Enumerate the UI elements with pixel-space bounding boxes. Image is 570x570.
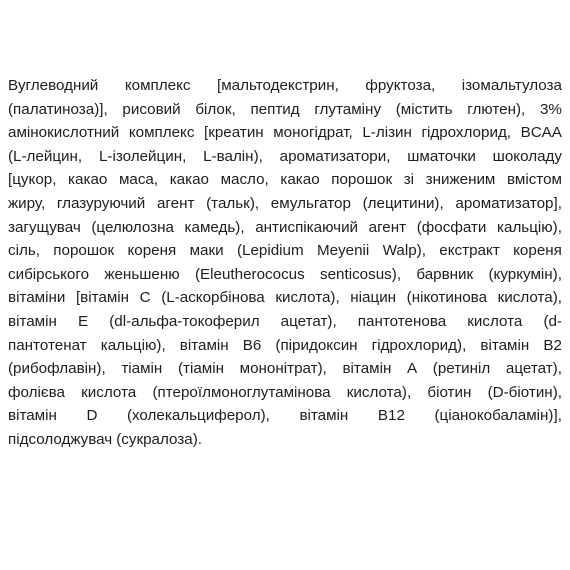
word: (Eleutherococus bbox=[194, 265, 305, 283]
word: пантотенова bbox=[357, 312, 447, 330]
word: вітаміни bbox=[8, 289, 66, 307]
word: [креатин bbox=[204, 124, 264, 142]
word: глутаміну bbox=[314, 100, 382, 118]
text-line bbox=[8, 239, 562, 263]
word: вітамін bbox=[299, 407, 349, 425]
word: вітамін bbox=[8, 407, 57, 425]
word: 3% bbox=[539, 100, 562, 118]
word: комплекс bbox=[124, 77, 191, 94]
word: BCAA bbox=[520, 124, 562, 142]
word: L-валін), bbox=[203, 147, 263, 165]
word: вітамін bbox=[8, 312, 57, 330]
text-line bbox=[8, 168, 562, 192]
word: В12 bbox=[377, 407, 405, 425]
word: [цукор, bbox=[8, 171, 57, 189]
text-line bbox=[8, 334, 562, 358]
word: екстракт bbox=[439, 242, 500, 260]
word: Meyenii bbox=[316, 242, 370, 260]
text-line bbox=[8, 381, 562, 405]
word: кислота), bbox=[275, 289, 340, 307]
word: (містить bbox=[395, 100, 453, 118]
text-line bbox=[8, 216, 562, 240]
word: зниженим bbox=[425, 171, 496, 189]
word: шоколаду bbox=[492, 147, 562, 165]
word: білок, bbox=[195, 100, 236, 118]
text-line bbox=[8, 192, 562, 216]
word: ароматизатор], bbox=[455, 194, 562, 212]
word: амінокислотний bbox=[8, 124, 120, 142]
word: (L-аскорбінова bbox=[161, 289, 265, 307]
word: ніацин bbox=[350, 289, 397, 307]
word: вітамін bbox=[179, 336, 229, 354]
word: (целюлозна bbox=[91, 218, 174, 236]
word: антиспікаючий bbox=[255, 218, 359, 236]
word: (нікотинова bbox=[406, 289, 488, 307]
word: тіамін bbox=[121, 360, 163, 378]
word: (ретиніл bbox=[432, 360, 491, 378]
word: (фосфати bbox=[416, 218, 487, 236]
word: агент bbox=[156, 194, 195, 212]
word: глазуруючий bbox=[56, 194, 146, 212]
word: гідрохлорид, bbox=[421, 124, 512, 142]
text-line bbox=[8, 121, 562, 145]
word: сибірського bbox=[8, 265, 90, 283]
word: порошок bbox=[331, 171, 393, 189]
text-line bbox=[8, 145, 562, 169]
word: какао bbox=[169, 171, 209, 189]
word: (сукралоза). bbox=[116, 430, 202, 448]
word: Walp), bbox=[382, 242, 426, 260]
word: кислота bbox=[467, 312, 523, 330]
word: (рибофлавін), bbox=[8, 360, 106, 378]
word: (L-лейцин, bbox=[8, 147, 83, 165]
word: (d- bbox=[543, 312, 562, 330]
word: мононітрат), bbox=[239, 360, 327, 378]
word: рисовий bbox=[122, 100, 181, 118]
word: емульгатор bbox=[270, 194, 351, 212]
text-line bbox=[8, 310, 562, 334]
text-line bbox=[8, 428, 562, 452]
word: пептид bbox=[250, 100, 300, 118]
word: ізомальтулоза bbox=[461, 77, 562, 94]
word: барвник bbox=[416, 265, 474, 283]
word: вітамін bbox=[480, 336, 530, 354]
word: L-ізолейцин, bbox=[98, 147, 187, 165]
word: D bbox=[86, 407, 98, 425]
word: (Lepidium bbox=[236, 242, 304, 260]
text-line bbox=[8, 286, 562, 310]
word: ацетат), bbox=[280, 312, 337, 330]
word: загущувач bbox=[8, 218, 81, 236]
word: порошок bbox=[53, 242, 115, 260]
text-line bbox=[8, 98, 562, 122]
text-line bbox=[8, 263, 562, 287]
word: Е bbox=[77, 312, 89, 330]
word: Вуглеводний bbox=[8, 77, 99, 94]
word: (куркумін), bbox=[488, 265, 562, 283]
word: (холекальциферол), bbox=[126, 407, 270, 425]
word: senticosus), bbox=[320, 265, 402, 283]
word: камедь), bbox=[184, 218, 245, 236]
word: L-лізин bbox=[362, 124, 412, 142]
word: сіль, bbox=[8, 242, 40, 260]
word: ацетат), bbox=[505, 360, 562, 378]
word: кислота), bbox=[346, 383, 412, 401]
word: А bbox=[407, 360, 418, 378]
word: підсолоджувач bbox=[8, 430, 113, 448]
word: (ціанокобаламін)], bbox=[434, 407, 562, 425]
word: гідрохлорид), bbox=[371, 336, 467, 354]
text-line bbox=[8, 357, 562, 381]
word: (палатиноза)], bbox=[8, 100, 108, 118]
word: моногідрат, bbox=[273, 124, 353, 142]
ingredients-text bbox=[8, 74, 562, 452]
word: глютен), bbox=[467, 100, 526, 118]
word: какао bbox=[68, 171, 108, 189]
word: (dl-альфа-токоферил bbox=[109, 312, 260, 330]
word: кореня bbox=[127, 242, 177, 260]
word: (птероїлмоноглутамінова bbox=[152, 383, 331, 401]
word: вмістом bbox=[506, 171, 562, 189]
word: пантотенат bbox=[8, 336, 87, 354]
word: вітамін bbox=[342, 360, 392, 378]
word: (тальк), bbox=[206, 194, 260, 212]
word: В2 bbox=[543, 336, 562, 354]
word: [мальтодекстрин, bbox=[217, 77, 339, 94]
word: масло, bbox=[220, 171, 269, 189]
text-line bbox=[8, 404, 562, 428]
word: кальцію), bbox=[497, 218, 562, 236]
word: кислота bbox=[81, 383, 137, 401]
word: (лецитини), bbox=[362, 194, 444, 212]
word: маки bbox=[189, 242, 224, 260]
word: [вітамін bbox=[75, 289, 130, 307]
word: фруктоза, bbox=[365, 77, 436, 94]
word: кореня bbox=[513, 242, 562, 260]
word: В6 bbox=[242, 336, 262, 354]
word: (тіамін bbox=[177, 360, 224, 378]
word: комплекс bbox=[128, 124, 195, 142]
word: какао bbox=[280, 171, 320, 189]
word: С bbox=[139, 289, 151, 307]
word: (піридоксин bbox=[275, 336, 358, 354]
word: жиру, bbox=[8, 194, 46, 212]
text-line bbox=[8, 74, 562, 98]
word: женьшеню bbox=[104, 265, 180, 283]
word: (D-біотин), bbox=[487, 383, 562, 401]
word: фолієва bbox=[8, 383, 65, 401]
word: шматочки bbox=[407, 147, 476, 165]
word: біотин bbox=[427, 383, 472, 401]
word: агент bbox=[368, 218, 407, 236]
word: зі bbox=[403, 171, 415, 189]
word: ароматизатори, bbox=[279, 147, 391, 165]
word: кислота), bbox=[497, 289, 562, 307]
word: маса, bbox=[118, 171, 159, 189]
word: кальцію), bbox=[100, 336, 166, 354]
